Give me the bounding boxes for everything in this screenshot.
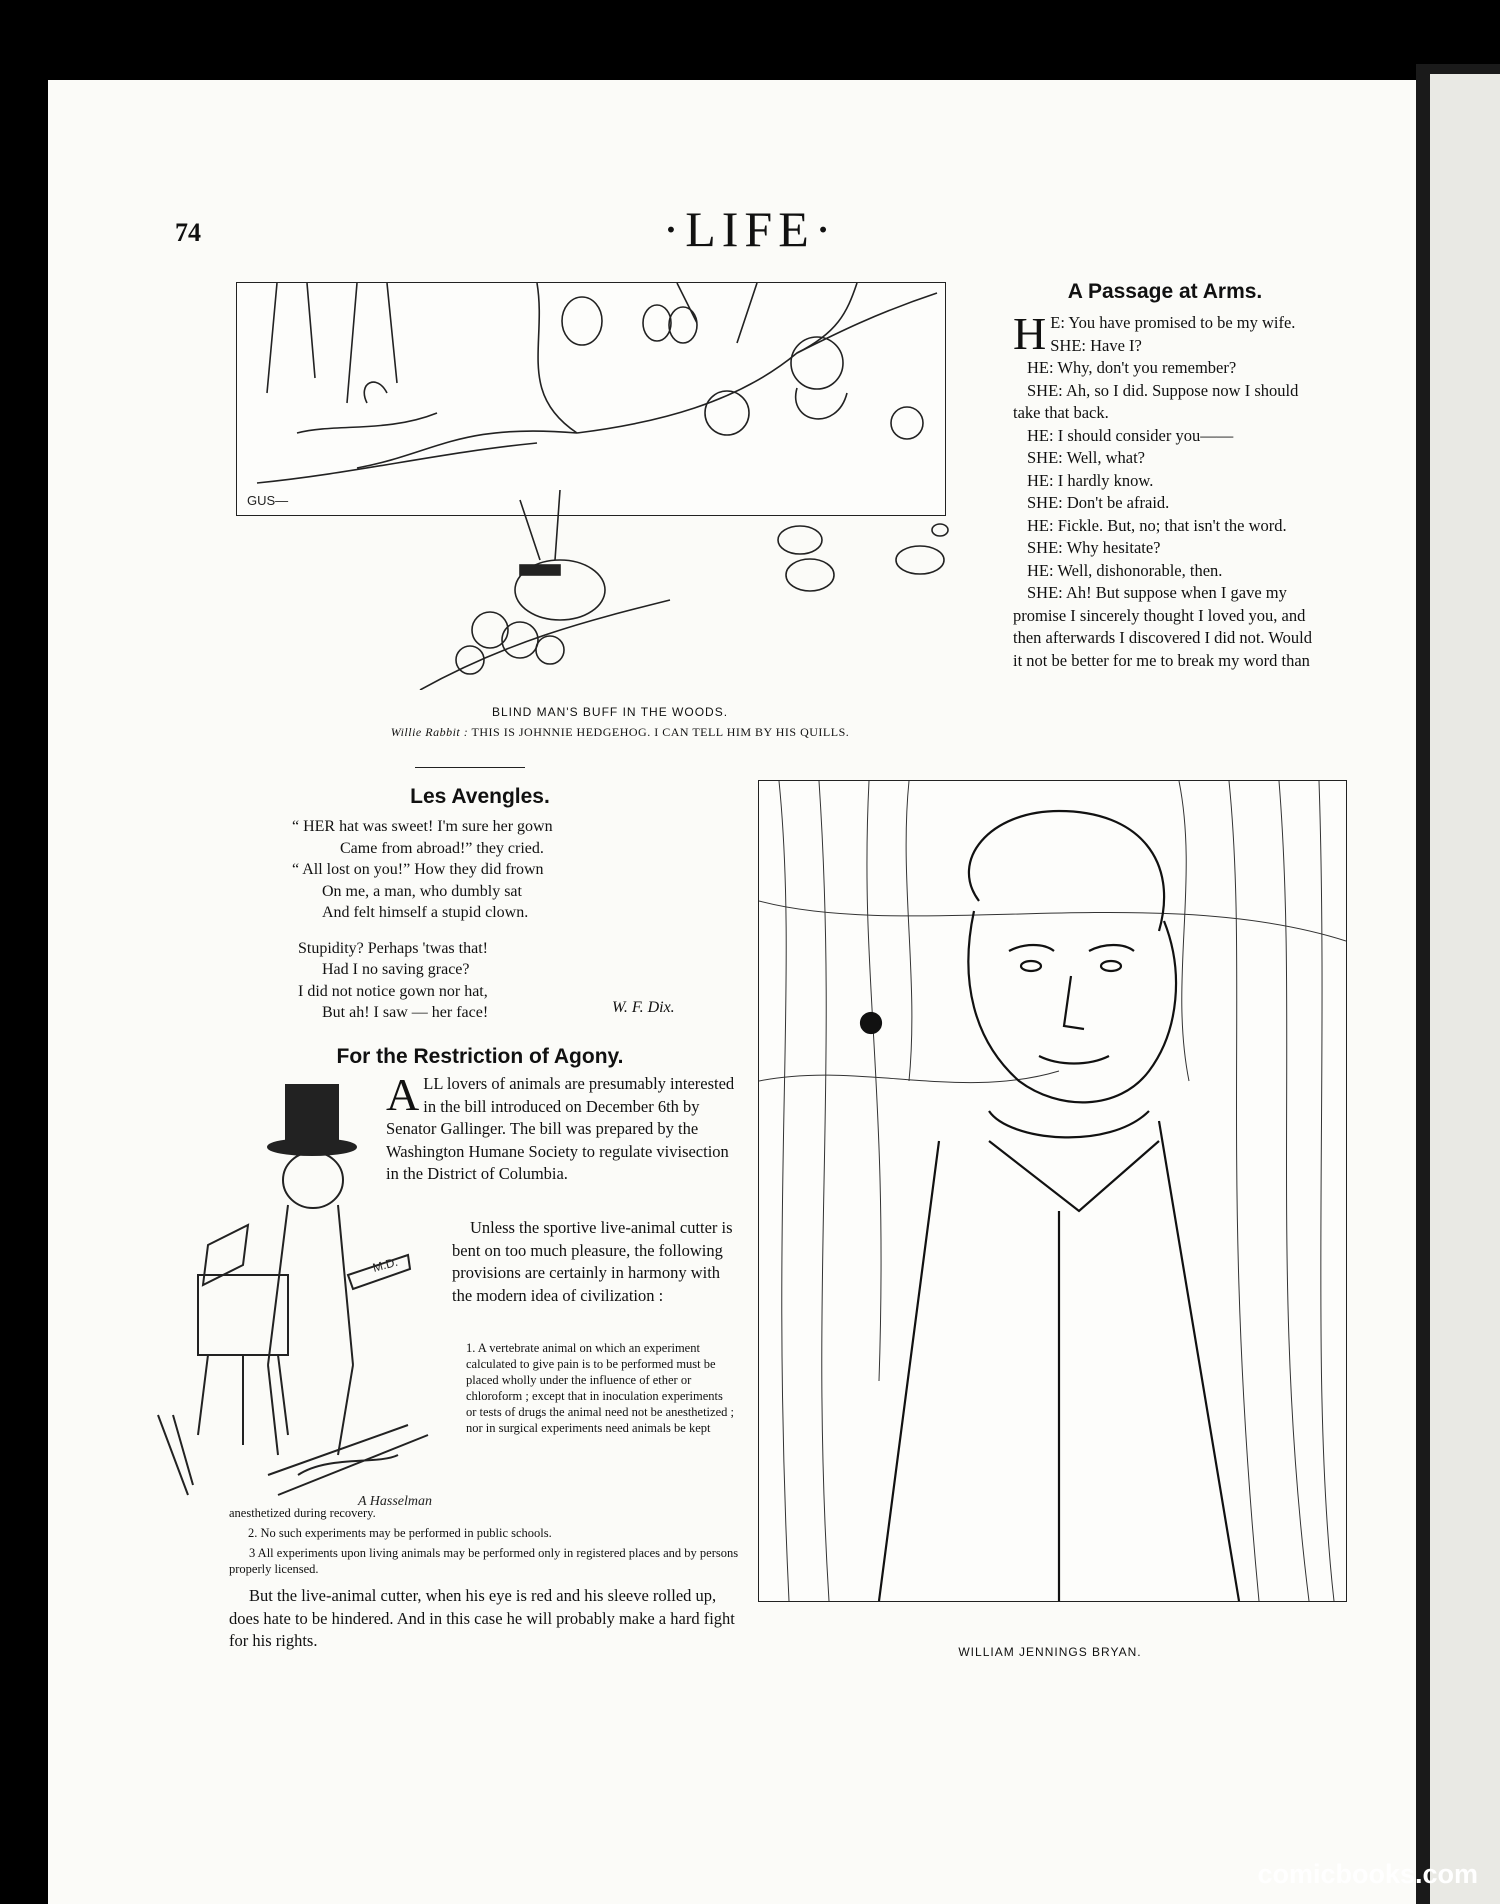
avengles-title: Les Avengles. — [410, 785, 550, 808]
passage-line: SHE: Ah, so I did. Suppose now I should take that back. — [1013, 380, 1299, 422]
poem-line: Stupidity? Perhaps 'twas that! — [298, 939, 488, 957]
doctor-cartoon-signature: A Hasselman — [358, 1494, 433, 1509]
masthead: ·LIFE· — [662, 201, 838, 257]
restriction-title: For the Restriction of Agony. — [336, 1045, 624, 1068]
provision-1: 1. A vertebrate animal on which an experiment calculated to give pain is to be performed must be placed wholly under the influence of ether or chloroform ; except that in inoculation experiments or tests of drugs the animal need not be anesthetized ; nor in surgical experiments need animals be kept — [466, 1341, 734, 1435]
passage-body — [1013, 308, 1323, 672]
passage-line: HE: Well, dishonorable, then. — [1027, 560, 1223, 580]
passage-line: SHE: Ah! But suppose when I gave my promise I sincerely thought I loved you, and then afterwards I discovered I did not. Would it not be better for me to break my word than — [1013, 583, 1312, 670]
poem-line: I did not notice gown nor hat, — [298, 982, 488, 1000]
passage-line: SHE: Well, what? — [1027, 448, 1145, 467]
passage-line: HE: Why, don't you remember? — [1027, 358, 1237, 377]
passage-line: SHE: Why hesitate? — [1027, 538, 1161, 557]
provision-3: 3 All experiments upon living animals may be performed only in registered places and by persons properly licensed. — [229, 1546, 739, 1576]
avengles-author: W. F. Dix. — [612, 999, 675, 1016]
top-cartoon-subcaption — [300, 725, 940, 740]
portrait-caption: WILLIAM JENNINGS BRYAN. — [958, 1645, 1142, 1659]
facing-page-edge — [1416, 64, 1500, 1904]
top-cartoon-lower — [410, 480, 970, 690]
top-cartoon-caption: BLIND MAN'S BUFF IN THE WOODS. — [491, 705, 729, 719]
restriction-para2: Unless the sportive live-animal cutter is bent on too much pleasure, the following provisions are certainly in harmony with the modern idea of civilization : — [452, 1218, 733, 1305]
poem-line: Came from abroad!” they cried. — [340, 839, 544, 857]
poem-line: “ All lost on you!” How they did frown — [292, 861, 544, 878]
restriction-para1: LL lovers of animals are presumably interested in the bill introduced on December 6th by Senator Gallinger. The bill was prepared by the Washington Humane Society to regulate vivisection in the District of Columbia. — [386, 1074, 735, 1183]
portrait-illustration — [758, 780, 1347, 1602]
passage-dropcap: H — [1013, 308, 1047, 359]
watermark-logo: comicbooks.com — [1257, 1859, 1478, 1889]
md-label: M.D. — [371, 1254, 400, 1275]
passage-line: HE: Fickle. But, no; that isn't the word. — [1027, 515, 1287, 535]
passage-title: A Passage at Arms. — [1067, 280, 1263, 303]
poem-line: “ HER hat was sweet! I'm sure her gown — [292, 818, 553, 835]
speaker-name: Willie Rabbit : — [390, 725, 469, 739]
poem-line: But ah! I saw — her face! — [322, 1004, 489, 1021]
provision-2: 2. No such experiments may be performed in public schools. — [248, 1526, 552, 1540]
poem-line: And felt himself a stupid clown. — [322, 904, 529, 921]
passage-line: HE: I should consider you—— — [1027, 425, 1234, 445]
restriction-body — [386, 1069, 736, 1194]
passage-line: SHE: Don't be afraid. — [1027, 493, 1170, 512]
provision-1-continued: anesthetized during recovery. — [229, 1506, 376, 1520]
page-number: 74 — [175, 218, 201, 247]
poem-line: Had I no saving grace? — [322, 961, 470, 978]
speaker-line: THIS IS JOHNNIE HEDGEHOG. I CAN TELL HIM BY HIS QUILLS. — [471, 725, 850, 739]
passage-line: HE: I hardly know. — [1027, 470, 1154, 490]
poem-line: On me, a man, who dumbly sat — [322, 882, 522, 900]
section-divider — [415, 767, 525, 768]
restriction-dropcap: A — [386, 1069, 420, 1120]
restriction-closing: But the live-animal cutter, when his eye is red and his sleeve rolled up, does hate to be hindered. And in this case he will probably make a hard fight for his rights. — [229, 1586, 735, 1650]
cartoon-signature: GUS— — [247, 493, 289, 508]
passage-line: E: You have promised to be my wife. — [1050, 313, 1296, 332]
avengles-poem — [292, 816, 712, 1024]
passage-line: SHE: Have I? — [1050, 335, 1142, 355]
